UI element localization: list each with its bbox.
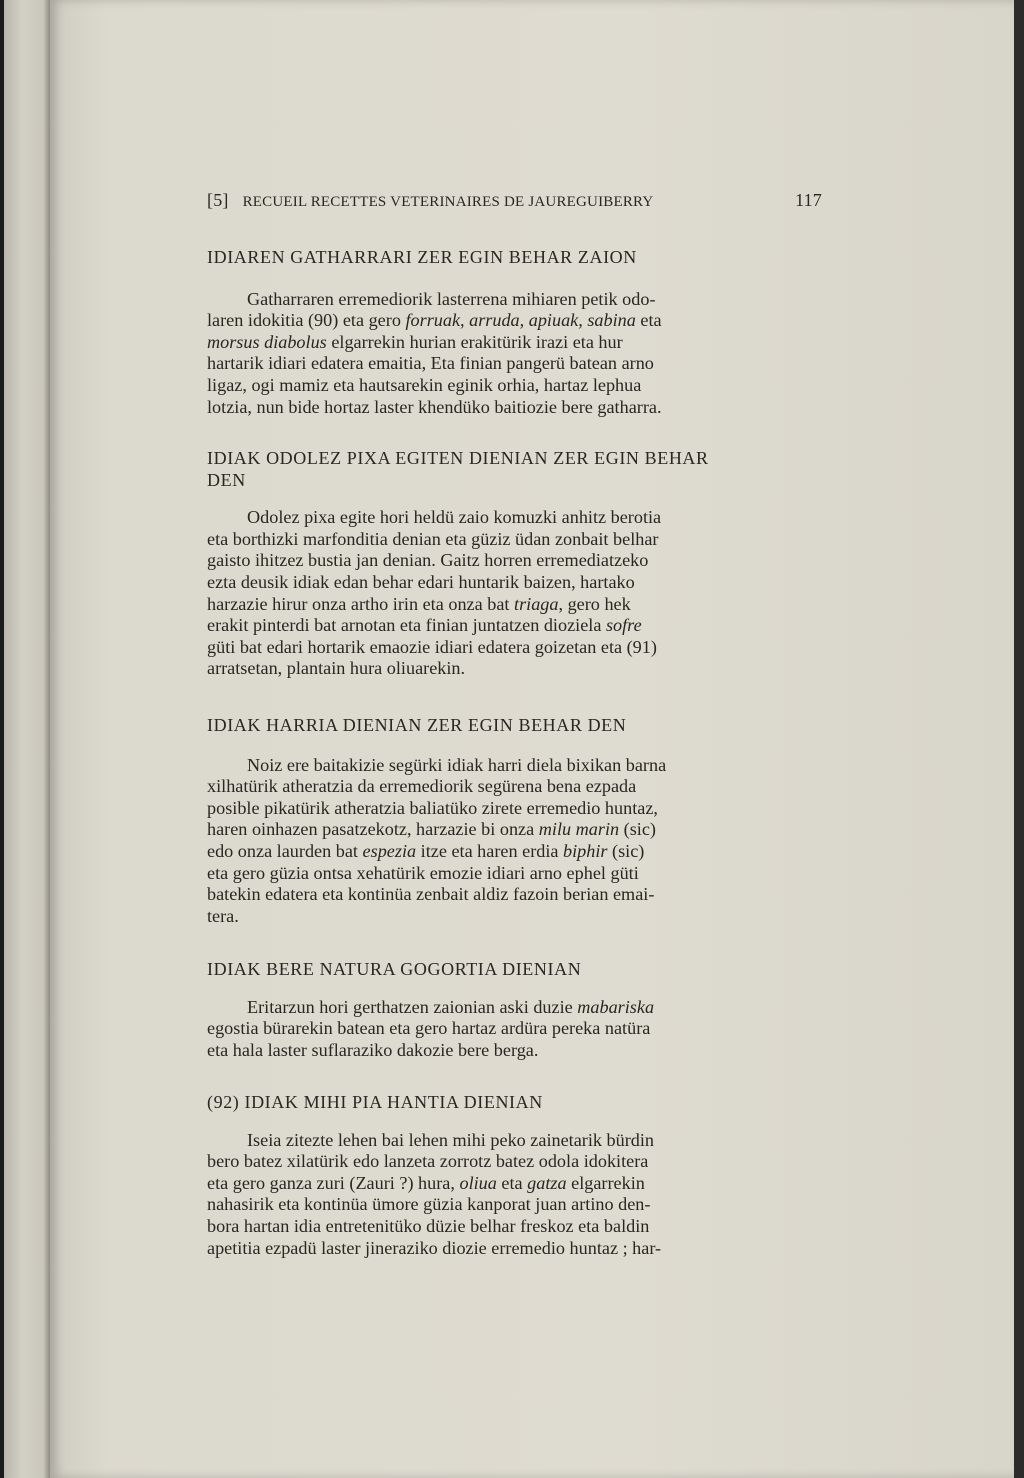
paragraph-line [207,1040,822,1062]
text-run: edo onza laurden bat [207,840,363,861]
italic-term: gatza [527,1172,567,1193]
section-odolez-pixa [207,448,822,680]
paragraph-line [207,906,822,928]
italic-term: triaga [514,593,559,614]
text-run: batekin edatera eta kontinüa zenbait aldiz fazoin berian emai- [207,884,655,905]
paragraph-line [207,572,822,594]
italic-term: mabariska [577,996,655,1017]
section-gatharrari [207,247,822,418]
running-title: RECUEIL RECETTES VETERINAIRES DE JAUREGUIBERRY [242,194,654,210]
section-heading: DEN [207,469,246,490]
paragraph-line [207,397,822,419]
italic-term: milu marin [538,819,620,840]
paragraph-line [207,507,822,529]
paragraph-line [207,289,822,311]
paragraph-line [207,658,822,680]
text-run: hartarik idiari edatera emaitia, Eta finian pangerü batean arno [207,353,654,374]
italic-term: morsus diabolus [207,331,327,352]
text-run: gaisto ihitzez bustia jan denian. Gaitz horren erremediatzeko [207,550,649,571]
paragraph-line [207,776,822,798]
paragraph-line [207,1151,822,1173]
text-run: eta hala laster suflaraziko dakozie bere berga. [207,1039,539,1060]
text-run: egostia bürarekin batean eta gero hartaz ardüra pereka natüra [207,1018,651,1039]
text-run: Eritarzun hori gerthatzen zaionian aski duzie [247,996,578,1017]
text-run: elgarrekin [566,1172,645,1193]
paragraph-line [207,375,822,397]
paragraph-line [207,550,822,572]
text-run: nahasirik eta kontinüa ümore güzia kanporat juan artino den- [207,1194,651,1215]
text-run: güti bat edari hortarik emaozie idiari edatera goizetan eta (91) [207,636,657,657]
text-run: (sic) [619,819,656,840]
paragraph-line [207,1216,822,1238]
text-run: eta gero güzia ontsa xehatürik emozie idiari arno ephel güti [207,862,639,883]
text-run: Gatharraren erremediorik lasterrena mihiaren petik odo- [247,288,656,309]
italic-term: forruak, arruda, apiuak, sabina [405,310,636,331]
section-heading: IDIAK ODOLEZ PIXA EGITEN DIENIAN ZER EGIN BEHAR [207,448,709,468]
paragraph-line [207,332,822,354]
text-run: ezta deusik idiak edan behar edari huntarik baizen, hartako [207,571,635,592]
text-run: ligaz, ogi mamiz eta hautsarekin eginik orhia, hartaz lephua [207,374,642,395]
text-run: lotzia, nun bide hortaz laster khendüko baitiozie bere gatharra. [207,396,662,417]
paragraph-line [207,615,822,637]
section-heading: (92) IDIAK MIHI PIA HANTIA DIENIAN [207,1092,543,1112]
text-run: eta gero ganza zuri (Zauri ?) hura, [207,1172,460,1193]
text-run: (sic) [607,840,645,861]
text-run: laren idokitia (90) eta gero [207,310,406,331]
text-run: apetitia ezpadü laster jineraziko diozie erremedio huntaz ; har- [207,1237,662,1258]
running-header [207,190,822,211]
text-run: itze eta haren erdia [416,840,564,861]
italic-term: sofre [605,615,642,636]
page-number: 117 [795,190,822,210]
text-run: xilhatürik atheratzia da erremediorik segürena bena ezpada [207,776,637,797]
paragraph-line [207,884,822,906]
text-run: eta [635,310,662,331]
italic-term: oliua [459,1172,497,1193]
text-run: haren oinhazen pasatzekotz, harzazie bi onza [207,819,539,840]
text-run: Odolez pixa egite hori heldü zaio komuzki anhitz berotia [247,507,662,528]
italic-term: espezia [362,840,417,861]
section-heading: IDIAK HARRIA DIENIAN ZER EGIN BEHAR DEN [207,715,627,735]
paragraph-line [207,841,822,863]
paragraph-line [207,1173,822,1195]
section-harria [207,715,822,927]
paragraph-line [207,997,822,1019]
text-run: arratsetan, plantain hura oliuarekin. [207,658,466,679]
text-run: harzazie hirur onza artho irin eta onza bat [207,593,515,614]
paragraph-line [207,1018,822,1040]
paragraph-line [207,798,822,820]
text-run: eta borthizki marfonditia denian eta güziz üdan zonbait belhar [207,528,659,549]
paragraph-line [207,863,822,885]
text-run: bero batez xilatürik edo lanzeta zorrotz batez odola idokitera [207,1151,649,1172]
paragraph-line [207,529,822,551]
text-run: Noiz ere baitakizie segürki idiak harri diela bixikan barna [247,754,667,775]
section-heading: IDIAREN GATHARRARI ZER EGIN BEHAR ZAION [207,247,637,267]
section-natura-gogortia [207,959,822,1061]
paragraph-line [207,353,822,375]
paragraph-line [207,1238,822,1260]
text-run: tera. [207,905,239,926]
text-run: elgarrekin hurian erakitürik irazi eta hur [326,331,623,352]
paragraph-line [207,310,822,332]
italic-term: biphir [563,840,608,861]
paragraph-line [207,637,822,659]
text-run: erakit pinterdi bat arnotan eta finian juntatzen dioziela [207,615,606,636]
paragraph-line [207,1130,822,1152]
text-run: posible pikatürik atheratzia baliatüko zirete erremedio huntaz, [207,797,658,818]
scan-border [1014,0,1024,1478]
text-run: eta [496,1172,528,1193]
text-run: Iseia zitezte lehen bai lehen mihi peko zainetarik bürdin [247,1129,655,1150]
paragraph-line [207,819,822,841]
facing-page-edge [4,0,50,1478]
section-number: [5] [207,190,229,210]
section-mihi-pia [207,1092,822,1259]
text-run: bora hartan idia entretenitüko düzie belhar freskoz eta baldin [207,1215,650,1236]
section-heading: IDIAK BERE NATURA GOGORTIA DIENIAN [207,959,582,979]
paragraph-line [207,1194,822,1216]
paragraph-line [207,755,822,777]
text-run: , gero hek [558,593,631,614]
paragraph-line [207,594,822,616]
